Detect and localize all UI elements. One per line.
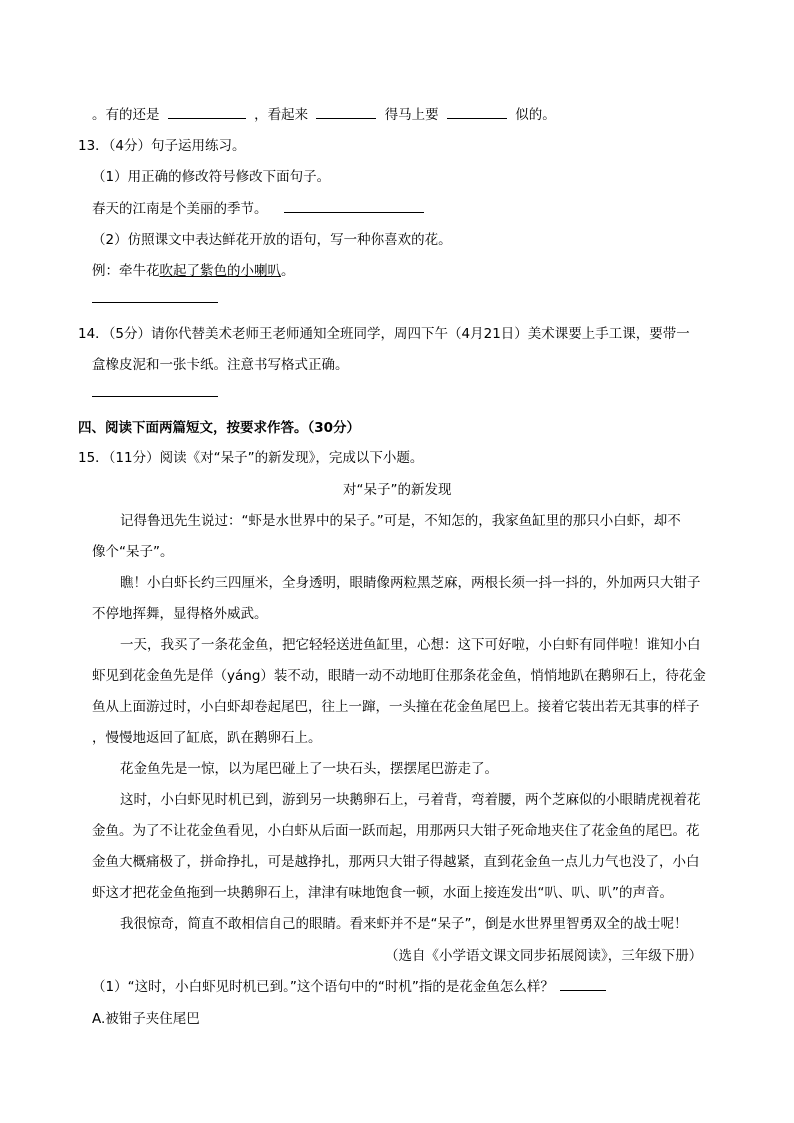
q15-header: 15．（11分）阅读《对“呆子”的新发现》，完成以下小题。 <box>78 450 424 466</box>
q15-sub1 <box>92 975 606 995</box>
q13-header: 13．（4分）句子运用练习。 <box>78 138 246 154</box>
article-source: （选自《小学语文课文同步拓展阅读》，三年级下册） <box>385 948 703 964</box>
article-line: 一天，我买了一条花金鱼，把它轻轻送进鱼缸里，心想：这下可好啦，小白虾有同伴啦！谁知小白 <box>120 637 701 653</box>
article-line: 这时，小白虾见时机已到，游到另一块鹅卵石上，弓着背，弯着腰，两个芝麻似的小眼睛虎视着花 <box>120 792 701 808</box>
q14-line1: 14．（5分）请你代替美术老师王老师通知全班同学，周四下午（4月21日）美术课要上手工课，要带一 <box>78 326 690 342</box>
article-line: 不停地挥舞，显得格外威武。 <box>92 606 268 622</box>
option-a[interactable]: A.被钳子夹住尾巴 <box>92 1011 200 1027</box>
example-suffix: 。 <box>281 263 295 279</box>
article-line: 花金鱼先是一惊，以为尾巴碰上了一块石头，摆摆尾巴游走了。 <box>120 761 498 777</box>
q12-text-end: 似的。 <box>515 107 556 123</box>
example-prefix: 例：牵牛花 <box>92 263 160 279</box>
answer-line[interactable] <box>92 302 218 303</box>
article-line: 像个“呆子”。 <box>92 544 174 560</box>
answer-blank[interactable] <box>560 976 606 991</box>
article-line: 瞧！小白虾长约三四厘米，全身透明，眼睛像两粒黑芝麻，两根长须一抖一抖的，外加两只大钳子 <box>120 575 701 591</box>
example-underlined: 吹起了紫色的小喇叭 <box>159 263 281 279</box>
q13-part2: （2）仿照课文中表达鲜花开放的语句，写一种你喜欢的花。 <box>92 232 452 248</box>
answer-blank[interactable] <box>284 198 424 213</box>
answer-blank[interactable] <box>316 104 376 119</box>
answer-blank[interactable] <box>447 104 507 119</box>
article-line: ，慢慢地返回了缸底，趴在鹅卵石上。 <box>92 730 322 746</box>
q12-text-mid2: 得马上要 <box>384 107 439 123</box>
q13-example <box>92 259 295 279</box>
article-line: 金鱼。为了不让花金鱼看见，小白虾从后面一跃而起，用那两只大钳子死命地夹住了花金鱼的尾巴。花 <box>92 823 700 839</box>
answer-line[interactable] <box>92 396 218 397</box>
article-line: 虾这才把花金鱼拖到一块鹅卵石上，津津有味地饱食一顿，水面上接连发出“叭、叭、叭”的声音。 <box>92 885 673 901</box>
article-line: 我很惊奇，简直不敢相信自己的眼睛。看来虾并不是“呆子”，倒是水世界里智勇双全的战士呢！ <box>120 916 688 932</box>
q12-text-mid: ，看起来 <box>254 107 309 123</box>
article-line: 虾见到花金鱼先是佯（yáng）装不动，眼睛一动不动地盯住那条花金鱼，悄悄地趴在鹅卵石上，待花金 <box>92 668 706 684</box>
q13-part1: （1）用正确的修改符号修改下面句子。 <box>92 169 331 185</box>
article-line: 金鱼大概痛极了，拼命挣扎，可是越挣扎，那两只大钳子得越紧，直到花金鱼一点儿力气也没了，小白 <box>92 854 700 870</box>
q14-line2: 盒橡皮泥和一张卡纸。注意书写格式正确。 <box>92 357 349 373</box>
q12-text-start: 。有的还是 <box>92 107 160 123</box>
article-title: 对“呆子”的新发现 <box>343 482 452 498</box>
q13-sentence-line <box>92 197 424 217</box>
q12-fill-line <box>92 103 556 123</box>
article-line: 记得鲁迅先生说过：“虾是水世界中的呆子。”可是，不知怎的，我家鱼缸里的那只小白虾，却不 <box>120 513 681 529</box>
answer-blank[interactable] <box>168 104 246 119</box>
article-line: 鱼从上面游过时，小白虾却卷起尾巴，往上一蹿，一头撞在花金鱼尾巴上。接着它装出若无其事的样子 <box>92 699 700 715</box>
q13-sentence: 春天的江南是个美丽的季节。 <box>92 201 268 217</box>
sub1-text: （1）“这时，小白虾见时机已到。”这个语句中的“时机”指的是花金鱼怎么样？ <box>92 979 554 995</box>
section-title: 四、阅读下面两篇短文，按要求作答。（30分） <box>78 420 361 436</box>
